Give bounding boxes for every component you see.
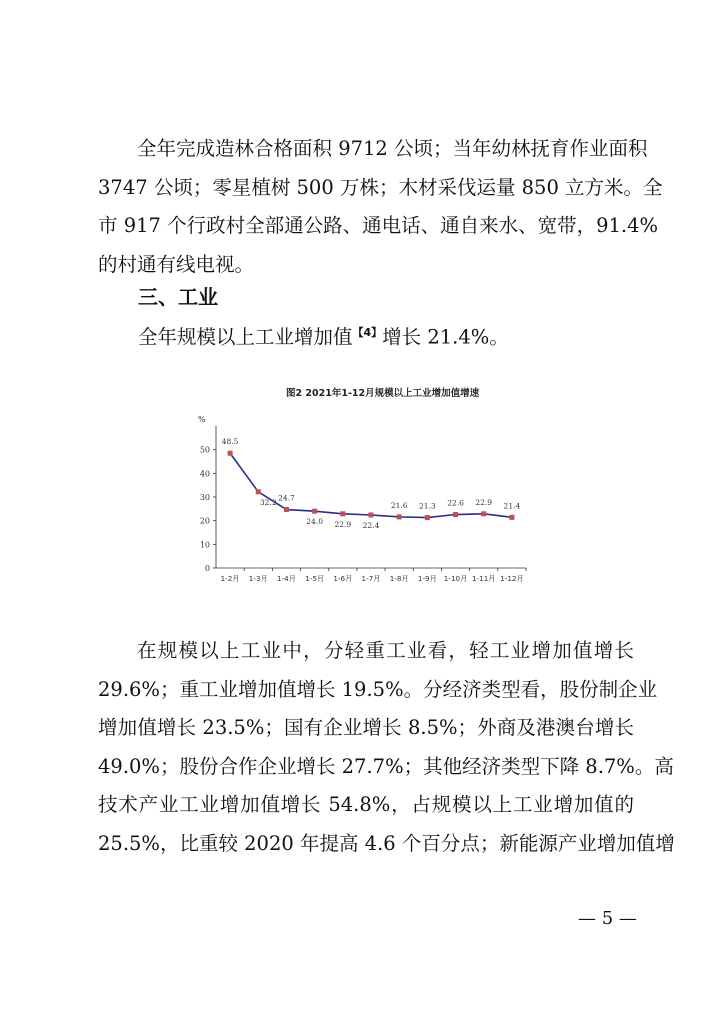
industry-growth-chart [186,380,572,590]
data-point [312,509,317,514]
data-point [256,489,261,494]
data-label: 21.4 [503,501,521,511]
x-tick-label: 1-3月 [248,574,268,583]
chart-title: 图2 2021年1-12月规模以上工业增加值增速 [286,388,480,399]
data-point [509,515,514,520]
y-tick-label: 0 [204,564,210,573]
data-label: 24.0 [306,517,323,527]
x-tick-label: 1-2月 [220,574,240,583]
x-tick-label: 1-8月 [389,574,409,583]
x-tick-label: 1-9月 [417,574,437,583]
data-point [425,515,430,520]
text-line: 市 917 个行政村全部通公路、通电话、通自来水、宽带，91.4% [98,214,659,237]
footnote-marker: 【4】 [352,326,383,339]
data-label: 48.5 [221,437,239,447]
text-line: 的村通有线电视。 [98,252,255,276]
data-label: 32.2 [259,497,277,507]
data-label: 22.9 [334,519,352,529]
text-line: 49.0%；股份合作企业增长 27.7%；其他经济类型下降 8.7%。高 [98,754,674,778]
y-axis-label: % [198,415,206,424]
data-label: 22.6 [447,498,464,508]
text-line: 25.5%，比重较 2020 年提高 4.6 个百分点；新能源产业增加值增 [98,831,675,855]
text-line: 全年完成造林合格面积 9712 公顷；当年幼林抚育作业面积 [137,137,648,160]
data-point [369,512,374,517]
data-point [453,512,458,517]
series-line [230,453,512,517]
y-tick-label: 20 [199,516,210,526]
text-line: 技术产业工业增加值增长 54.8%，占规模以上工业增加值的 [98,793,634,816]
data-point [397,514,402,519]
data-label: 22.9 [475,497,493,507]
data-point [284,507,289,512]
x-tick-label: 1-5月 [305,574,325,583]
text-line: 在规模以上工业中，分轻重工业看，轻工业增加值增长 [137,639,634,662]
x-tick-label: 1-10月 [443,574,468,583]
paragraph-forestry [98,130,663,284]
paragraph-industry [98,632,675,863]
x-tick-label: 1-11月 [471,574,496,583]
page-number: — 5 — [578,908,637,929]
section-intro [138,318,509,353]
intro-text: 全年规模以上工业增加值 [138,325,353,349]
x-tick-label: 1-12月 [500,574,524,583]
x-tick-label: 1-4月 [276,574,296,583]
x-tick-label: 1-6月 [333,574,353,583]
text-line: 增加值增长 23.5%；国有企业增长 8.5%；外商及港澳台增长 [98,716,634,739]
intro-text-end: 增长 21.4%。 [382,325,509,349]
y-tick-label: 50 [199,445,210,455]
data-point [340,511,345,516]
data-label: 21.6 [390,500,408,510]
section-heading: 三、工业 [138,285,218,309]
data-label: 24.7 [278,493,295,503]
y-tick-label: 40 [199,469,210,479]
y-tick-label: 10 [199,540,210,550]
data-point [228,451,233,456]
data-label: 21.3 [419,501,436,511]
text-line: 3747 公顷；零星植树 500 万株；木材采伐运量 850 立方米。全 [98,175,663,199]
x-tick-label: 1-7月 [361,574,381,583]
data-point [481,511,486,516]
text-line: 29.6%；重工业增加值增长 19.5%。分经济类型看，股份制企业 [98,677,658,701]
data-label: 22.4 [362,520,380,530]
y-tick-label: 30 [199,493,210,502]
